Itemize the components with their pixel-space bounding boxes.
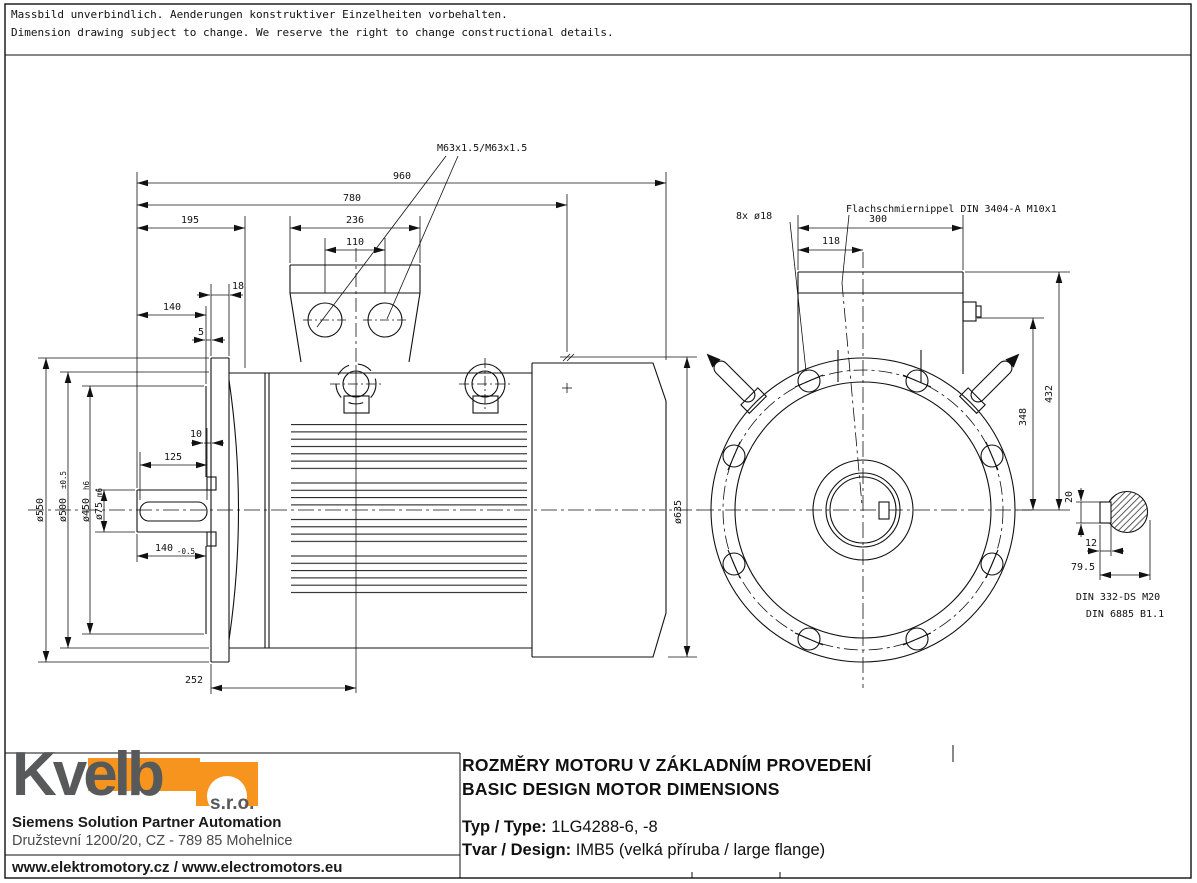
dim-960: 960	[392, 171, 412, 182]
company-logo: Kvelb	[12, 740, 161, 809]
shaft-cross-section	[1107, 492, 1148, 533]
terminal-box-front	[798, 272, 963, 382]
note-center-bore: DIN 332-DS M20	[1075, 592, 1161, 603]
design-row	[462, 841, 825, 860]
dim-18: 18	[231, 281, 245, 292]
drawing-title-en: BASIC DESIGN MOTOR DIMENSIONS	[462, 779, 780, 799]
dim-gland-thread: M63x1.5/M63x1.5	[437, 143, 528, 154]
disclaimer-line-2: Dimension drawing subject to change. We reserve the right to change constructional details.	[11, 26, 614, 39]
dim-dia500-tol: ±0.5	[59, 470, 68, 489]
sheet-frame	[5, 4, 1191, 878]
front-view-dimension-labels	[736, 204, 1057, 426]
keyway-notch	[1100, 502, 1111, 523]
side-view-dimension-labels	[35, 143, 684, 686]
dim-300: 300	[868, 214, 888, 225]
website-links: www.elektromotory.cz / www.electromotors.eu	[12, 859, 343, 876]
dim-dia550: ø550	[35, 497, 46, 523]
dim-118: 118	[821, 236, 841, 247]
drawing-title-cs: ROZMĚRY MOTORU V ZÁKLADNÍM PROVEDENÍ	[462, 755, 872, 775]
terminal-box-side	[290, 265, 420, 362]
dim-dia450-tol: h6	[82, 480, 91, 490]
type-value: 1LG4288-6, -8	[551, 818, 658, 836]
dim-5: 5	[197, 327, 205, 338]
type-row	[462, 818, 658, 837]
dim-195: 195	[180, 215, 200, 226]
dim-key-width: 20	[1064, 490, 1075, 504]
dim-grease-nipple: Flachschmiernippel DIN 3404-A M10x1	[846, 204, 1057, 215]
dim-348: 348	[1018, 407, 1029, 427]
design-value: IMB5 (velká příruba / large flange)	[575, 841, 826, 859]
dim-140-shaft-tol: -0.5	[177, 547, 196, 556]
eyebolt-rear	[459, 358, 511, 413]
dim-236: 236	[345, 215, 365, 226]
partner-line: Siemens Solution Partner Automation	[12, 814, 282, 831]
dim-252: 252	[184, 675, 204, 686]
dim-dia75: ø75	[94, 501, 105, 521]
dim-10: 10	[189, 429, 203, 440]
dim-key-depth: 12	[1084, 538, 1098, 549]
note-key-standard: DIN 6885 B1.1	[1085, 609, 1165, 620]
shaft-keyway-front	[879, 502, 889, 519]
design-label: Tvar / Design:	[462, 841, 572, 859]
dim-bolt-holes: 8x ø18	[736, 211, 773, 222]
dim-79-5: 79.5	[1070, 562, 1096, 573]
logo-suffix: s.r.o.	[210, 793, 255, 814]
dim-dia500: ø500	[58, 497, 69, 523]
dim-780: 780	[342, 193, 362, 204]
lifting-lug-right	[960, 346, 1027, 413]
dim-dia450: ø450	[81, 497, 92, 523]
shaft-detail	[1064, 488, 1164, 620]
dim-dia75-tol: m6	[95, 487, 104, 497]
type-label: Typ / Type:	[462, 818, 547, 836]
dim-110: 110	[345, 237, 365, 248]
dim-140-top: 140	[162, 302, 182, 313]
disclaimer-line-1: Massbild unverbindlich. Aenderungen konstruktiver Einzelheiten vorbehalten.	[11, 8, 508, 21]
dim-140-shaft: 140	[154, 543, 174, 554]
lifting-lug-left	[699, 346, 766, 413]
dim-432: 432	[1044, 384, 1055, 404]
front-view	[698, 215, 1032, 688]
dim-dia635: ø635	[673, 499, 684, 525]
address-line: Družstevní 1200/20, CZ - 789 85 Mohelnice	[12, 833, 293, 849]
dim-125: 125	[163, 452, 183, 463]
